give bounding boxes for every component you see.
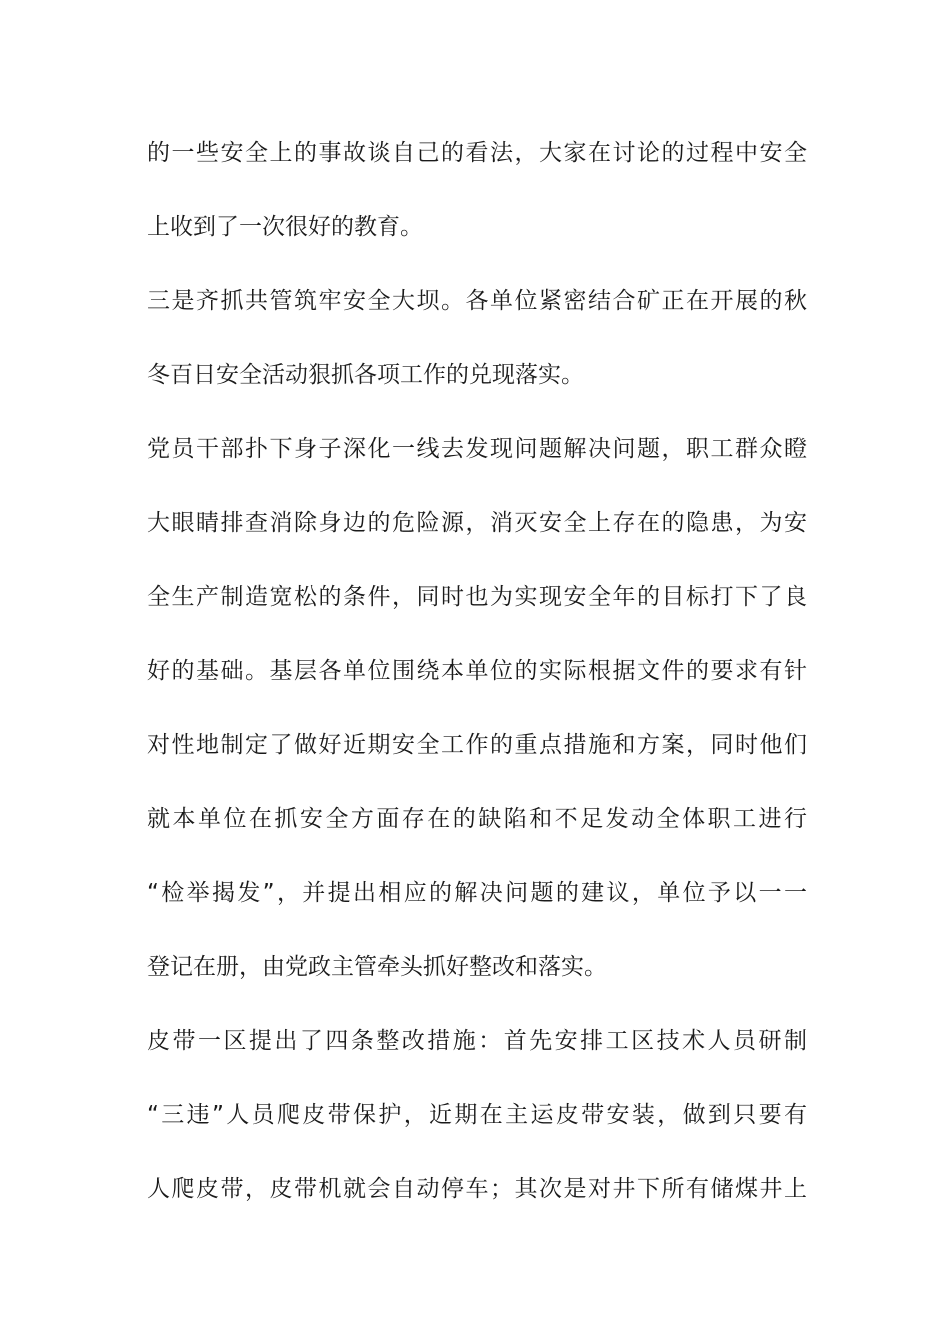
text-line-13: 皮带一区提出了四条整改措施：首先安排工区技术人员研制 (147, 1028, 807, 1054)
text-line-9: 对性地制定了做好近期安全工作的重点措施和方案，同时他们 (147, 732, 807, 758)
text-line-8: 好的基础。基层各单位围绕本单位的实际根据文件的要求有针 (147, 658, 807, 684)
text-line-7: 全生产制造宽松的条件，同时也为实现安全年的目标打下了良 (147, 584, 807, 610)
text-line-1: 的一些安全上的事故谈自己的看法，大家在讨论的过程中安全 (147, 140, 807, 166)
text-line-15: 人爬皮带，皮带机就会自动停车；其次是对井下所有储煤井上 (147, 1176, 807, 1202)
text-line-4: 冬百日安全活动狠抓各项工作的兑现落实。 (147, 362, 584, 388)
text-line-12: 登记在册，由党政主管牵头抓好整改和落实。 (147, 954, 607, 980)
text-line-10: 就本单位在抓安全方面存在的缺陷和不足发动全体职工进行 (147, 806, 807, 832)
text-line-14: “三违”人员爬皮带保护，近期在主运皮带安装，做到只要有 (147, 1102, 807, 1128)
text-line-11: “检举揭发”，并提出相应的解决问题的建议，单位予以一一 (147, 880, 807, 906)
text-line-3: 三是齐抓共管筑牢安全大坝。各单位紧密结合矿正在开展的秋 (147, 288, 807, 314)
text-line-5: 党员干部扑下身子深化一线去发现问题解决问题，职工群众瞪 (147, 436, 807, 462)
text-line-6: 大眼睛排查消除身边的危险源，消灭安全上存在的隐患，为安 (147, 510, 807, 536)
text-line-2: 上收到了一次很好的教育。 (147, 214, 423, 240)
